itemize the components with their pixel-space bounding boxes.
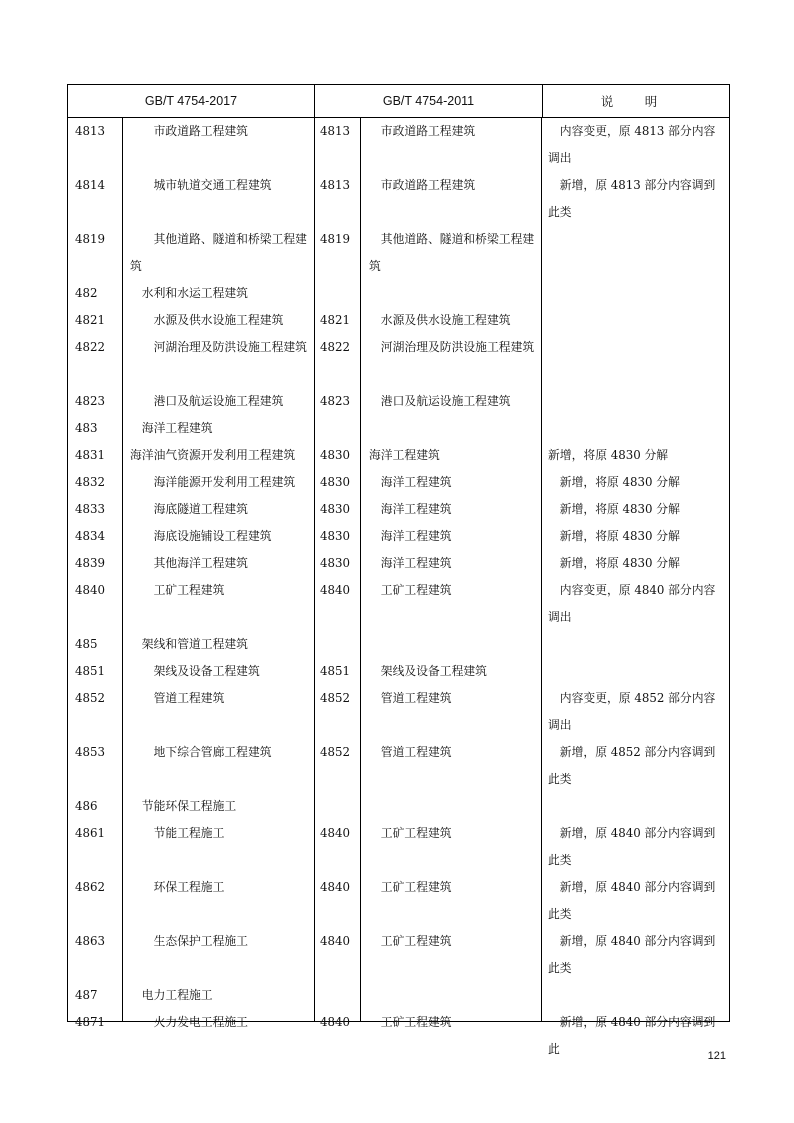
code-2017-cell: 4831 bbox=[75, 448, 106, 462]
code-2017-cell: 4823 bbox=[75, 394, 106, 408]
name-2017-cell: 其他道路、隧道和桥梁工程建筑 bbox=[130, 232, 307, 273]
table-row bbox=[68, 118, 729, 172]
name-2017-cell: 水利和水运工程建筑 bbox=[141, 286, 248, 300]
code-2017-cell: 4852 bbox=[75, 691, 106, 705]
note-cell: 新增，原 4852 部分内容调到此类 bbox=[548, 745, 716, 786]
table-row bbox=[68, 631, 729, 658]
name-2017-cell: 海洋能源开发利用工程建筑 bbox=[153, 475, 296, 489]
code-2011-cell bbox=[314, 415, 360, 442]
table-row bbox=[68, 928, 729, 982]
name-2011-cell bbox=[360, 793, 541, 820]
name-2017-cell: 海洋油气资源开发利用工程建筑 bbox=[130, 448, 296, 462]
name-2017-cell: 市政道路工程建筑 bbox=[153, 124, 248, 138]
code-2011-cell: 4840 bbox=[320, 880, 351, 894]
name-2011-cell: 市政道路工程建筑 bbox=[380, 178, 476, 192]
note-cell: 新增，将原 4830 分解 bbox=[559, 529, 680, 543]
note-cell bbox=[541, 388, 729, 415]
note-cell: 新增，将原 4830 分解 bbox=[548, 448, 669, 462]
name-2017-cell: 节能工程施工 bbox=[153, 826, 225, 840]
code-2011-cell: 4823 bbox=[320, 394, 351, 408]
name-2011-cell: 河湖治理及防洪设施工程建筑 bbox=[380, 340, 535, 354]
code-2011-cell: 4852 bbox=[320, 691, 351, 705]
code-2011-cell bbox=[314, 631, 360, 658]
code-2011-cell: 4840 bbox=[320, 934, 351, 948]
name-2011-cell: 海洋工程建筑 bbox=[369, 448, 440, 462]
header-gb2011: GB/T 4754-2011 bbox=[315, 85, 543, 117]
code-2017-cell: 483 bbox=[75, 421, 98, 435]
code-2017-cell: 4833 bbox=[75, 502, 106, 516]
code-2017-cell: 486 bbox=[75, 799, 98, 813]
code-2011-cell: 4813 bbox=[320, 178, 351, 192]
name-2017-cell: 河湖治理及防洪设施工程建筑 bbox=[153, 340, 307, 354]
table-row bbox=[68, 793, 729, 820]
code-2017-cell: 4822 bbox=[75, 340, 106, 354]
page-number: 121 bbox=[707, 1050, 726, 1062]
code-2017-cell: 4839 bbox=[75, 556, 106, 570]
name-2011-cell: 工矿工程建筑 bbox=[380, 880, 452, 894]
code-2011-cell bbox=[314, 793, 360, 820]
name-2017-cell: 架线及设备工程建筑 bbox=[153, 664, 260, 678]
note-cell bbox=[541, 334, 729, 388]
code-2017-cell: 4863 bbox=[75, 934, 106, 948]
column-divider bbox=[314, 118, 315, 1021]
name-2011-cell bbox=[360, 982, 541, 1009]
name-2017-cell: 水源及供水设施工程建筑 bbox=[153, 313, 284, 327]
table-row bbox=[68, 685, 729, 739]
name-2017-cell: 火力发电工程施工 bbox=[153, 1015, 248, 1029]
table-row bbox=[68, 334, 729, 388]
table-row bbox=[68, 550, 729, 577]
code-2011-cell: 4830 bbox=[320, 475, 351, 489]
name-2011-cell: 架线及设备工程建筑 bbox=[380, 664, 487, 678]
table-row bbox=[68, 739, 729, 793]
name-2017-cell: 环保工程施工 bbox=[153, 880, 225, 894]
name-2011-cell bbox=[360, 415, 541, 442]
name-2017-cell: 架线和管道工程建筑 bbox=[141, 637, 248, 651]
code-2017-cell: 4814 bbox=[75, 178, 106, 192]
name-2017-cell: 工矿工程建筑 bbox=[153, 583, 225, 597]
code-2017-cell: 4840 bbox=[75, 583, 106, 597]
table-row bbox=[68, 442, 729, 469]
note-cell bbox=[541, 982, 729, 1009]
table-row bbox=[68, 172, 729, 226]
name-2017-cell: 港口及航运设施工程建筑 bbox=[153, 394, 284, 408]
name-2011-cell: 工矿工程建筑 bbox=[380, 934, 452, 948]
table-row bbox=[68, 820, 729, 874]
note-cell: 内容变更，原 4852 部分内容调出 bbox=[548, 691, 716, 732]
name-2011-cell: 工矿工程建筑 bbox=[380, 826, 452, 840]
code-2017-cell: 4853 bbox=[75, 745, 106, 759]
table-row bbox=[68, 415, 729, 442]
code-2011-cell: 4830 bbox=[320, 529, 351, 543]
column-divider bbox=[360, 118, 361, 1021]
name-2011-cell: 海洋工程建筑 bbox=[380, 556, 452, 570]
name-2017-cell: 管道工程建筑 bbox=[153, 691, 225, 705]
note-cell: 新增，原 4813 部分内容调到此类 bbox=[548, 178, 716, 219]
code-2017-cell: 4813 bbox=[75, 124, 106, 138]
name-2017-cell: 生态保护工程施工 bbox=[153, 934, 248, 948]
code-2017-cell: 4871 bbox=[75, 1015, 106, 1029]
code-2011-cell: 4813 bbox=[320, 124, 351, 138]
name-2017-cell: 海洋工程建筑 bbox=[141, 421, 213, 435]
name-2017-cell: 节能环保工程施工 bbox=[141, 799, 237, 813]
code-2017-cell: 4861 bbox=[75, 826, 106, 840]
code-2011-cell bbox=[314, 280, 360, 307]
note-cell: 新增，原 4840 部分内容调到此类 bbox=[548, 880, 716, 921]
name-2017-cell: 城市轨道交通工程建筑 bbox=[153, 178, 272, 192]
table-row bbox=[68, 523, 729, 550]
name-2011-cell: 港口及航运设施工程建筑 bbox=[380, 394, 511, 408]
note-cell: 内容变更，原 4840 部分内容调出 bbox=[548, 583, 716, 624]
code-2011-cell: 4852 bbox=[320, 745, 351, 759]
note-cell: 新增，将原 4830 分解 bbox=[559, 556, 680, 570]
name-2017-cell: 其他海洋工程建筑 bbox=[153, 556, 248, 570]
code-2011-cell: 4822 bbox=[320, 340, 351, 354]
note-cell: 新增，原 4840 部分内容调到此类 bbox=[548, 934, 716, 975]
table-row bbox=[68, 874, 729, 928]
name-2011-cell: 其他道路、隧道和桥梁工程建筑 bbox=[369, 232, 535, 273]
name-2017-cell: 地下综合管廊工程建筑 bbox=[153, 745, 272, 759]
column-divider bbox=[122, 118, 123, 1021]
name-2011-cell: 海洋工程建筑 bbox=[380, 502, 452, 516]
code-2017-cell: 4862 bbox=[75, 880, 106, 894]
table-header bbox=[68, 85, 729, 118]
name-2011-cell: 管道工程建筑 bbox=[380, 745, 452, 759]
code-2011-cell: 4840 bbox=[320, 1015, 351, 1029]
note-cell bbox=[541, 658, 729, 685]
code-2017-cell: 482 bbox=[75, 286, 98, 300]
name-2011-cell: 海洋工程建筑 bbox=[380, 529, 452, 543]
column-divider bbox=[541, 118, 542, 1021]
code-2011-cell bbox=[314, 982, 360, 1009]
header-gb2017: GB/T 4754-2017 bbox=[68, 85, 315, 117]
table-row bbox=[68, 496, 729, 523]
table-row bbox=[68, 226, 729, 280]
note-cell bbox=[541, 631, 729, 658]
code-2017-cell: 485 bbox=[75, 637, 98, 651]
note-cell bbox=[541, 793, 729, 820]
name-2011-cell: 海洋工程建筑 bbox=[380, 475, 452, 489]
code-2017-cell: 4819 bbox=[75, 232, 106, 246]
table-row bbox=[68, 307, 729, 334]
name-2017-cell: 电力工程施工 bbox=[141, 988, 213, 1002]
code-2017-cell: 4821 bbox=[75, 313, 106, 327]
note-cell bbox=[541, 307, 729, 334]
name-2011-cell: 管道工程建筑 bbox=[380, 691, 452, 705]
code-2011-cell: 4840 bbox=[320, 583, 351, 597]
name-2017-cell: 海底设施铺设工程建筑 bbox=[153, 529, 272, 543]
note-cell: 新增，将原 4830 分解 bbox=[559, 475, 680, 489]
note-cell bbox=[541, 226, 729, 280]
code-2017-cell: 4834 bbox=[75, 529, 106, 543]
name-2011-cell: 市政道路工程建筑 bbox=[380, 124, 476, 138]
name-2011-cell: 工矿工程建筑 bbox=[380, 1015, 452, 1029]
code-2011-cell: 4819 bbox=[320, 232, 351, 246]
table-row bbox=[68, 280, 729, 307]
code-2011-cell: 4830 bbox=[320, 556, 351, 570]
code-2017-cell: 487 bbox=[75, 988, 98, 1002]
code-2017-cell: 4851 bbox=[75, 664, 106, 678]
name-2011-cell: 工矿工程建筑 bbox=[380, 583, 452, 597]
table-row bbox=[68, 469, 729, 496]
code-2011-cell: 4851 bbox=[320, 664, 351, 678]
note-cell bbox=[541, 415, 729, 442]
code-2011-cell: 4830 bbox=[320, 448, 351, 462]
name-2011-cell bbox=[360, 280, 541, 307]
table-row bbox=[68, 982, 729, 1009]
table-row bbox=[68, 388, 729, 415]
code-2011-cell: 4830 bbox=[320, 502, 351, 516]
note-cell: 新增，将原 4830 分解 bbox=[559, 502, 680, 516]
name-2017-cell: 海底隧道工程建筑 bbox=[153, 502, 248, 516]
note-cell: 新增，原 4840 部分内容调到此 bbox=[548, 1015, 716, 1056]
header-notes: 说 明 bbox=[600, 95, 672, 109]
table-row bbox=[68, 577, 729, 631]
note-cell bbox=[541, 280, 729, 307]
name-2011-cell bbox=[360, 631, 541, 658]
note-cell: 新增，原 4840 部分内容调到此类 bbox=[548, 826, 716, 867]
code-2011-cell: 4821 bbox=[320, 313, 351, 327]
code-2017-cell: 4832 bbox=[75, 475, 106, 489]
note-cell: 内容变更，原 4813 部分内容调出 bbox=[548, 124, 716, 165]
code-2011-cell: 4840 bbox=[320, 826, 351, 840]
name-2011-cell: 水源及供水设施工程建筑 bbox=[380, 313, 511, 327]
table-row bbox=[68, 658, 729, 685]
